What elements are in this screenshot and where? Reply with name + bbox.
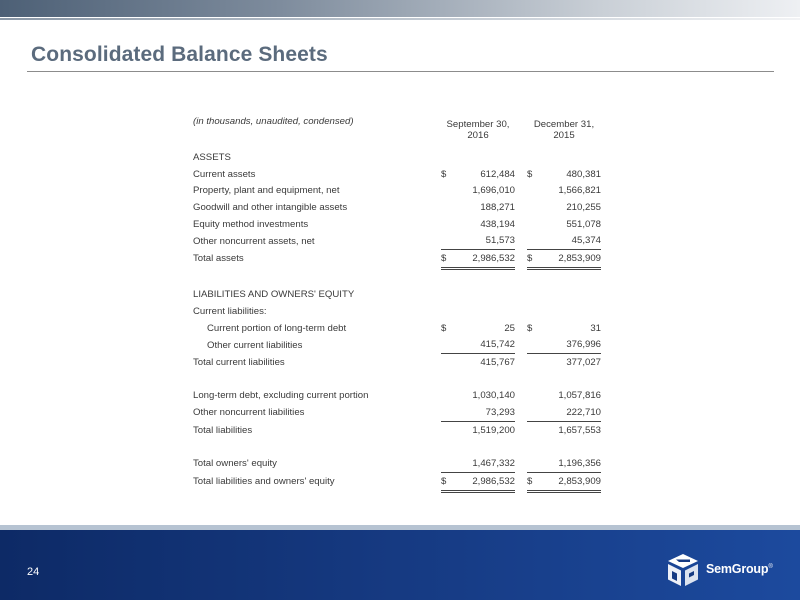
page-title: Consolidated Balance Sheets bbox=[31, 43, 328, 66]
row-label: Long-term debt, excluding current portion bbox=[193, 390, 369, 402]
column-header-line-1: September 30, bbox=[446, 119, 510, 130]
currency-symbol: $ bbox=[527, 473, 541, 492]
value-2015: 1,566,821 bbox=[558, 185, 601, 197]
value-2016: 51,573 bbox=[455, 232, 515, 249]
currency-symbol: $ bbox=[527, 322, 533, 334]
value-2016: 188,271 bbox=[480, 201, 515, 213]
top-accent-line bbox=[0, 18, 800, 20]
table-row-total bbox=[193, 250, 601, 269]
page-number: 24 bbox=[27, 566, 40, 578]
value-2016: 73,293 bbox=[455, 404, 515, 421]
column-header-sep-2016 bbox=[441, 116, 515, 149]
table-row bbox=[193, 199, 601, 216]
value-2016: 2,986,532 bbox=[455, 473, 515, 492]
value-2016: 1,467,332 bbox=[455, 455, 515, 472]
value-2016: 25 bbox=[504, 322, 515, 334]
row-label: Property, plant and equipment, net bbox=[193, 185, 340, 197]
logo-text: SemGroup bbox=[706, 562, 769, 576]
currency-symbol: $ bbox=[441, 473, 455, 492]
row-label: Other noncurrent liabilities bbox=[193, 407, 305, 419]
value-2015: 31 bbox=[590, 322, 601, 334]
column-header-line-2: 2015 bbox=[553, 130, 575, 141]
value-2015: 45,374 bbox=[541, 232, 601, 249]
row-label: Other current liabilities bbox=[207, 339, 303, 351]
value-2016: 1,696,010 bbox=[472, 185, 515, 197]
units-note: (in thousands, unaudited, condensed) bbox=[193, 116, 354, 127]
value-2015: 222,710 bbox=[541, 404, 601, 421]
table-row bbox=[193, 320, 601, 337]
registered-mark: ® bbox=[768, 563, 773, 570]
table-row bbox=[193, 404, 601, 421]
value-2015: 210,255 bbox=[566, 201, 601, 213]
row-label: Current assets bbox=[193, 168, 256, 180]
value-2016: 415,767 bbox=[480, 357, 515, 369]
table-row bbox=[193, 216, 601, 233]
table-row bbox=[193, 337, 601, 354]
row-label: Total owners' equity bbox=[193, 458, 277, 470]
table-row bbox=[193, 166, 601, 183]
value-2015: 2,853,909 bbox=[541, 250, 601, 269]
currency-symbol: $ bbox=[441, 322, 447, 334]
logo-wordmark bbox=[706, 562, 773, 576]
current-liabilities-heading: Current liabilities: bbox=[193, 306, 267, 318]
table-row bbox=[193, 232, 601, 249]
top-gradient-bar bbox=[0, 0, 800, 17]
column-header-dec-2015 bbox=[527, 116, 601, 149]
table-row bbox=[193, 182, 601, 199]
column-header-line-1: December 31, bbox=[533, 119, 595, 130]
table-header-row bbox=[193, 116, 601, 149]
section-heading-row bbox=[193, 303, 601, 320]
table-row-total bbox=[193, 422, 601, 439]
row-label: Current portion of long-term debt bbox=[207, 322, 347, 334]
row-label: Goodwill and other intangible assets bbox=[193, 201, 348, 213]
row-label: Equity method investments bbox=[193, 218, 309, 230]
value-2015: 551,078 bbox=[566, 218, 601, 230]
value-2016: 415,742 bbox=[455, 337, 515, 354]
value-2016: 2,986,532 bbox=[455, 250, 515, 269]
value-2015: 1,657,553 bbox=[558, 424, 601, 436]
table-row-total bbox=[193, 354, 601, 371]
table-row bbox=[193, 388, 601, 405]
table-row-total bbox=[193, 473, 601, 492]
value-2015: 376,996 bbox=[541, 337, 601, 354]
assets-heading: ASSETS bbox=[193, 151, 231, 163]
row-label: Total assets bbox=[193, 253, 244, 265]
value-2016: 1,519,200 bbox=[472, 424, 515, 436]
value-2015: 1,057,816 bbox=[558, 390, 601, 402]
balance-sheet-table bbox=[193, 116, 601, 493]
currency-symbol: $ bbox=[527, 250, 541, 269]
title-divider bbox=[27, 71, 774, 72]
table-row bbox=[193, 455, 601, 472]
value-2015: 480,381 bbox=[566, 168, 601, 180]
value-2016: 612,484 bbox=[480, 168, 515, 180]
value-2015: 377,027 bbox=[566, 357, 601, 369]
liabilities-heading: LIABILITIES AND OWNERS' EQUITY bbox=[193, 289, 355, 301]
currency-symbol: $ bbox=[527, 168, 533, 180]
section-heading-row bbox=[193, 149, 601, 166]
section-heading-row bbox=[193, 287, 601, 304]
value-2015: 2,853,909 bbox=[541, 473, 601, 492]
value-2016: 1,030,140 bbox=[472, 390, 515, 402]
row-label: Total current liabilities bbox=[193, 356, 285, 368]
value-2016: 438,194 bbox=[480, 218, 515, 230]
currency-symbol: $ bbox=[441, 250, 455, 269]
currency-symbol: $ bbox=[441, 168, 447, 180]
row-label: Total liabilities and owners' equity bbox=[193, 476, 335, 488]
value-2015: 1,196,356 bbox=[541, 455, 601, 472]
row-label: Total liabilities bbox=[193, 424, 253, 436]
column-header-line-2: 2016 bbox=[467, 130, 489, 141]
row-label: Other noncurrent assets, net bbox=[193, 235, 315, 247]
